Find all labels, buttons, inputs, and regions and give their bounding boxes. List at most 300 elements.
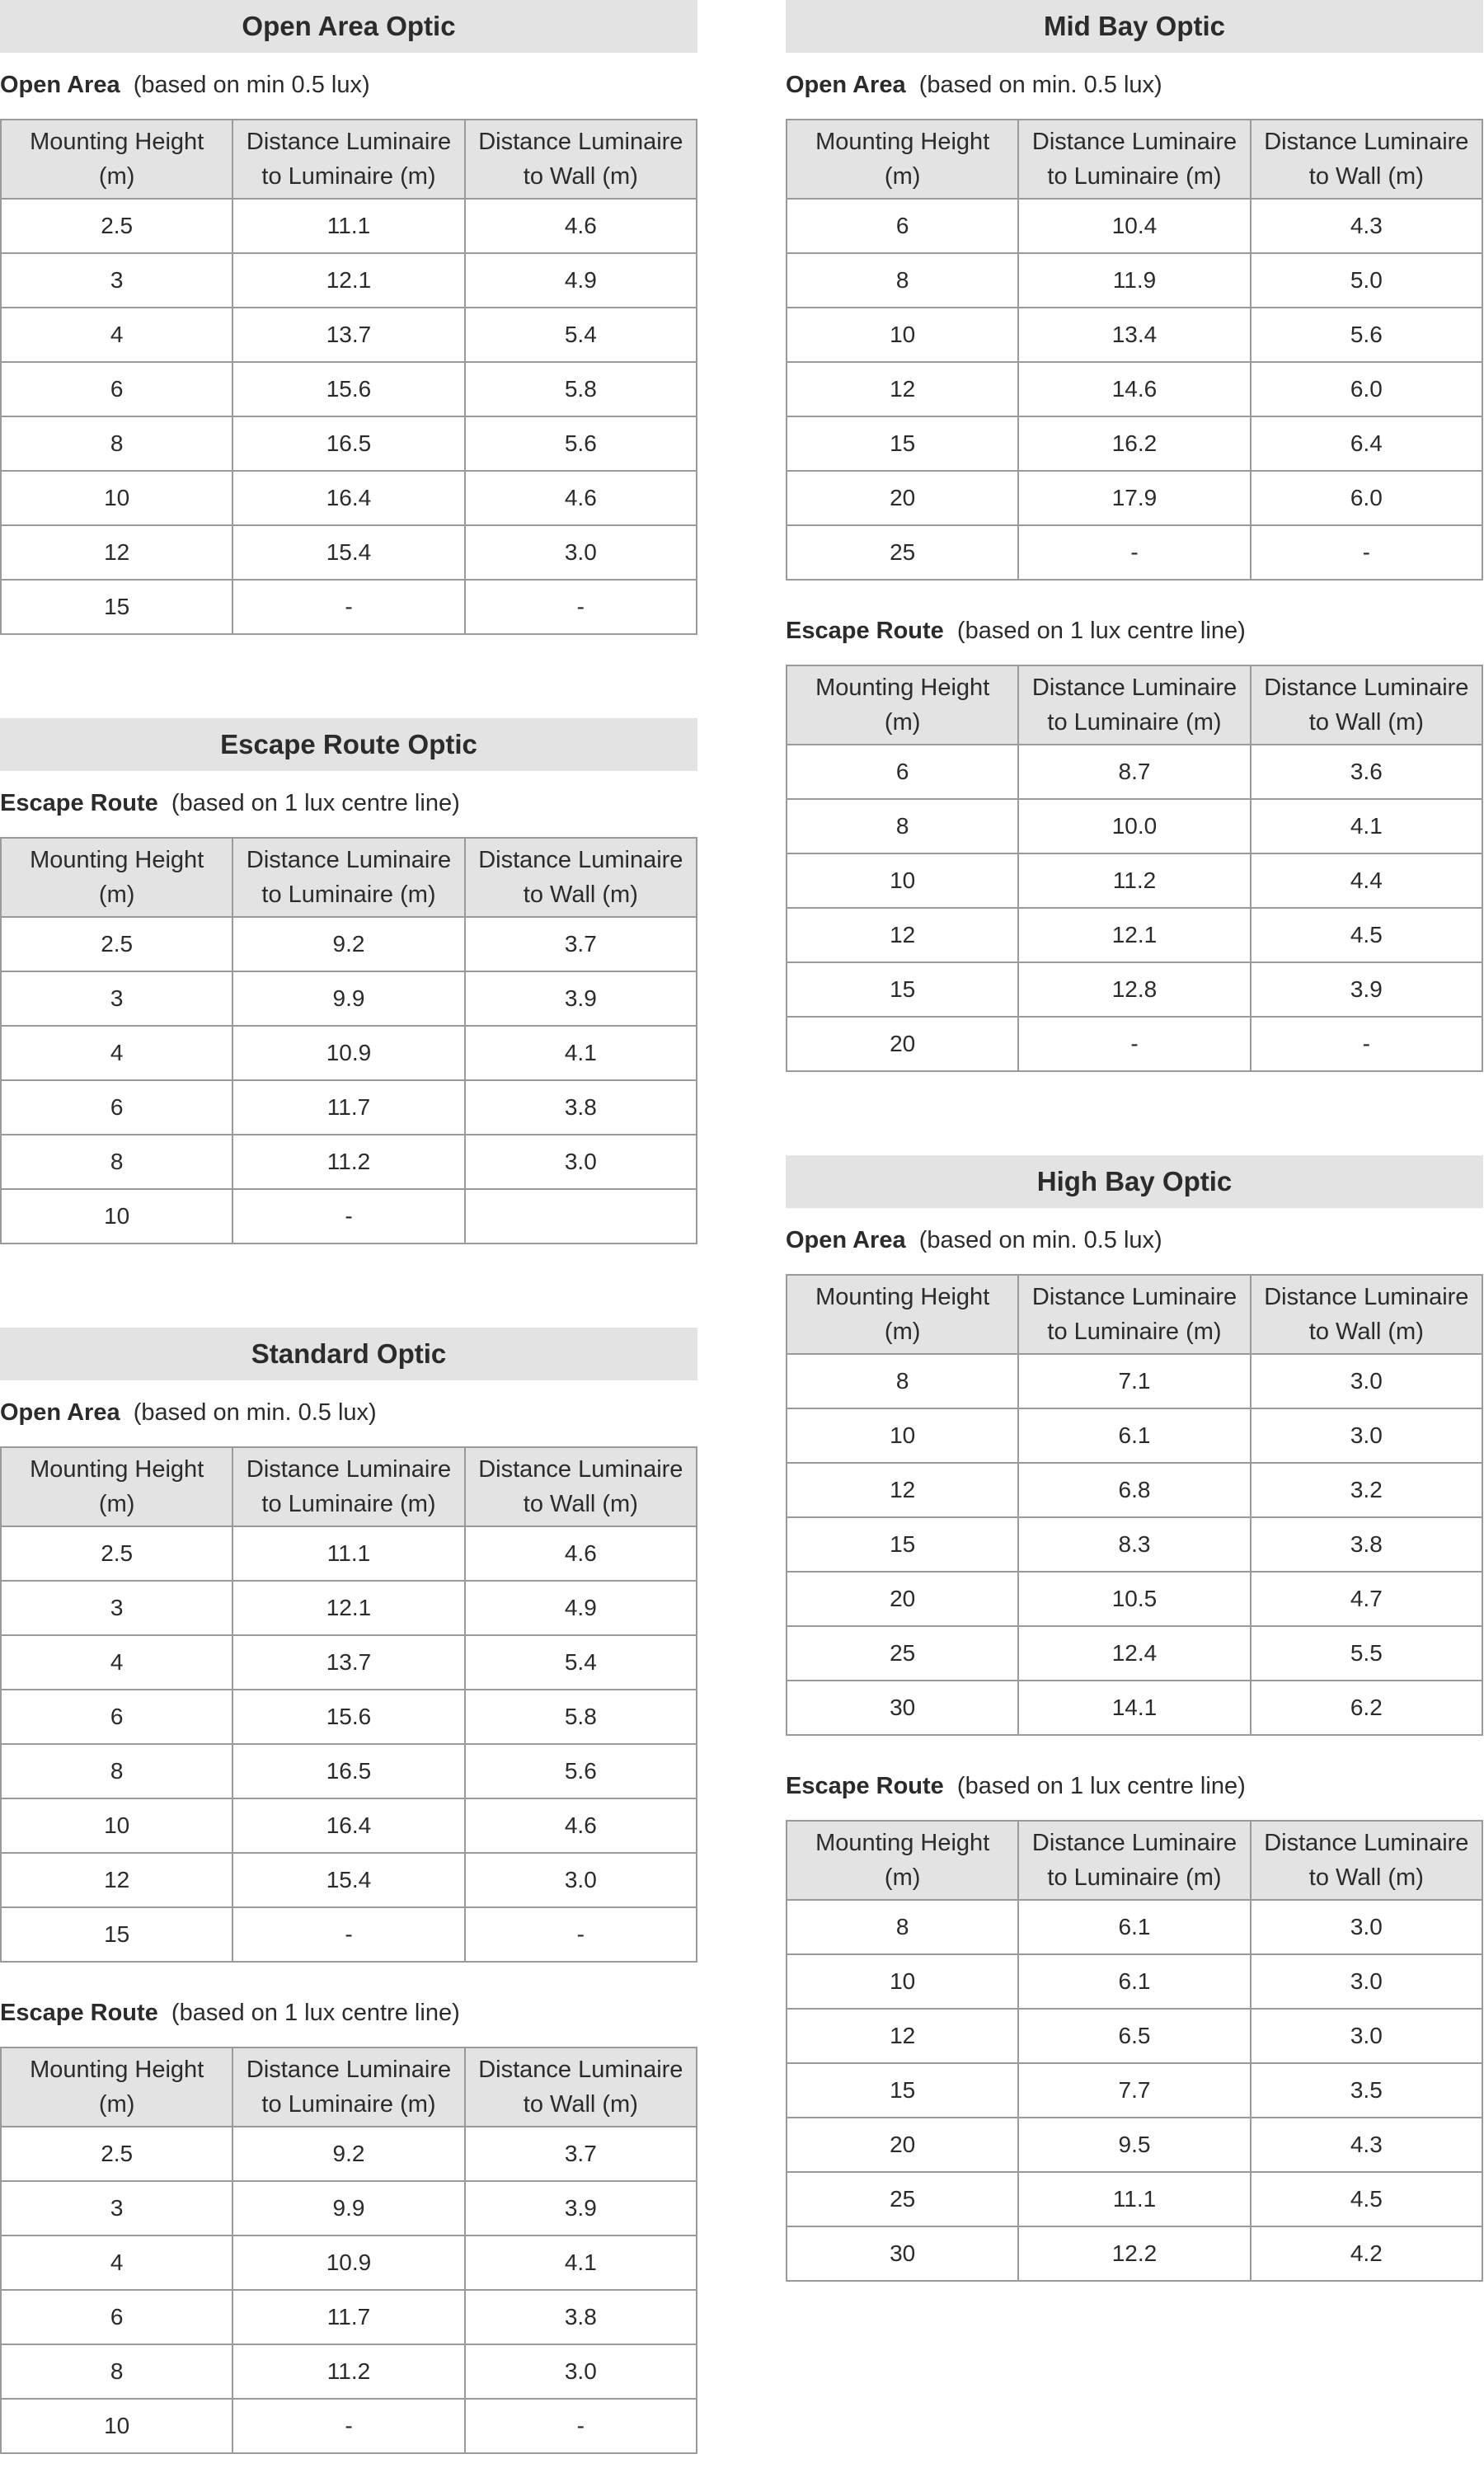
header-text-line: to Wall (m) [523,881,638,908]
header-distance-luminaire-to-luminaire [232,120,464,199]
section-title: Open Area Optic [0,0,697,53]
table-cell: 3.0 [1251,2009,1482,2063]
table-row [1,1853,697,1907]
header-distance-luminaire-to-wall [1251,1821,1482,1900]
header-text-line: (m) [98,1491,135,1517]
table-cell: 2.5 [1,2127,232,2181]
header-mounting-height [1,838,232,917]
table-cell: 4 [1,2235,232,2290]
mid-bay-optic-section [786,0,1483,1072]
header-text-line: to Wall (m) [523,1491,638,1517]
table-cell: 5.0 [1251,253,1482,308]
header-mounting-height [1,120,232,199]
table-cell: 3.0 [1251,1354,1482,1408]
table-cell: 4.9 [465,253,697,308]
data-table [0,119,697,635]
table-cell: 10 [1,2399,232,2453]
header-text-line: to Luminaire (m) [1047,709,1222,736]
table-cell: 20 [787,2118,1018,2172]
table-cell: 4.1 [465,1026,697,1080]
table-row [787,525,1482,580]
header-text-line: to Luminaire (m) [1047,1319,1222,1345]
table-cell: 3.0 [1251,1408,1482,1463]
table-cell: 3.9 [465,971,697,1026]
table-cell: 10 [787,1954,1018,2009]
table-row [1,2399,697,2453]
table-cell: 8 [1,2344,232,2399]
section-title: Escape Route Optic [0,718,697,771]
table-cell: 15 [1,580,232,634]
table-row [1,1080,697,1135]
table-cell: 15.4 [232,1853,464,1907]
table-cell: 10.4 [1018,199,1250,253]
table-cell: 15.4 [232,525,464,580]
left-column [0,0,697,2454]
table-cell: 3.2 [1251,1463,1482,1517]
table-cell: 11.9 [1018,253,1250,308]
table-cell: 25 [787,2172,1018,2226]
table-row [1,308,697,362]
table-cell: - [465,2399,697,2453]
table-cell: 9.2 [232,2127,464,2181]
table-cell: 16.4 [232,1798,464,1853]
table-cell: 4.9 [465,1581,697,1635]
table-cell: 11.2 [232,1135,464,1189]
table-cell: 10.5 [1018,1572,1250,1626]
table-cell: 9.9 [232,2181,464,2235]
caption-label: Open Area [0,1399,120,1426]
table-cell: 15 [1,1907,232,1962]
table-cell: 4 [1,308,232,362]
table-cell: - [1018,1017,1250,1071]
table-cell: 15 [787,1517,1018,1572]
header-text-line: (m) [98,881,135,908]
table-cell: 8 [1,1135,232,1189]
table-cell: 10 [1,471,232,525]
header-text-line: Distance Luminaire [1264,1284,1469,1310]
header-distance-luminaire-to-wall [465,2047,697,2127]
table-cell: 20 [787,1017,1018,1071]
table-cell: 6 [787,199,1018,253]
table-row [787,2009,1482,2063]
table-cell: 5.6 [1251,308,1482,362]
table-row [1,580,697,634]
table-cell: 3.7 [465,2127,697,2181]
table-cell: 11.1 [1018,2172,1250,2226]
header-distance-luminaire-to-wall [1251,1275,1482,1354]
header-text-line: to Luminaire (m) [1047,163,1222,190]
header-mounting-height [1,1447,232,1526]
table-cell: 5.5 [1251,1626,1482,1681]
data-table [786,119,1483,581]
table-row [1,416,697,471]
header-text-line: to Luminaire (m) [261,1491,436,1517]
table-caption [0,71,697,99]
table-row [1,471,697,525]
header-text-line: Distance Luminaire [246,129,452,155]
table-row [787,1900,1482,1954]
section-title: Standard Optic [0,1328,697,1380]
caption-label: Open Area [786,1227,906,1253]
header-text-line: Mounting Height [30,847,204,873]
header-distance-luminaire-to-wall [1251,665,1482,745]
table-cell: - [1251,525,1482,580]
header-mounting-height [787,120,1018,199]
header-text-line: Mounting Height [815,1830,990,1856]
caption-note: (based on 1 lux centre line) [956,1773,1246,1799]
right-column [786,0,1483,2282]
table-cell: 11.2 [1018,853,1250,908]
table-header-row [1,838,697,917]
table-cell: 3.7 [465,917,697,971]
table-header-row [1,120,697,199]
table-cell: 12 [787,362,1018,416]
table-cell: 6 [787,745,1018,799]
table-cell: 4.1 [1251,799,1482,853]
data-table [786,665,1483,1072]
header-mounting-height [1,2047,232,2127]
table-row [787,908,1482,962]
data-table [786,1820,1483,2282]
table-row [1,2290,697,2344]
table-cell: 10.9 [232,2235,464,2290]
table-cell: 6.8 [1018,1463,1250,1517]
table-header-row [1,2047,697,2127]
table-cell: 5.4 [465,308,697,362]
table-cell: 10 [787,308,1018,362]
table-row [787,1517,1482,1572]
table-row [787,471,1482,525]
table-row [787,199,1482,253]
table-cell: 5.6 [465,1744,697,1798]
header-text-line: Mounting Height [815,1284,990,1310]
open-area-optic-section [0,0,697,635]
header-text-line: to Wall (m) [523,2091,638,2118]
table-row [787,2172,1482,2226]
table-cell: 12 [1,1853,232,1907]
header-distance-luminaire-to-wall [1251,120,1482,199]
table-cell: 11.1 [232,199,464,253]
table-cell: - [1251,1017,1482,1071]
header-text-line: (m) [98,163,135,190]
header-distance-luminaire-to-luminaire [1018,1821,1250,1900]
table-row [787,2118,1482,2172]
table-header-row [787,1275,1482,1354]
table-row [1,971,697,1026]
table-cell: 4.6 [465,1798,697,1853]
header-distance-luminaire-to-luminaire [1018,665,1250,745]
header-distance-luminaire-to-luminaire [232,1447,464,1526]
table-row [787,1463,1482,1517]
header-text-line: to Luminaire (m) [261,2091,436,2118]
table-cell: 5.8 [465,1690,697,1744]
header-distance-luminaire-to-luminaire [1018,120,1250,199]
data-table [0,1446,697,1963]
header-text-line: Distance Luminaire [1264,129,1469,155]
table-cell: 6.1 [1018,1900,1250,1954]
table-cell: 8 [1,1744,232,1798]
table-row [787,1626,1482,1681]
data-table [786,1274,1483,1736]
table-cell: 6.1 [1018,1954,1250,2009]
table-cell: - [232,1907,464,1962]
table-cell: 9.9 [232,971,464,1026]
table-cell: 4.3 [1251,199,1482,253]
table-cell: 12.1 [232,1581,464,1635]
table-cell: 4.5 [1251,908,1482,962]
table-caption [0,789,697,817]
header-text-line: Distance Luminaire [246,847,452,873]
table-cell: 10.9 [232,1026,464,1080]
table-row [787,1681,1482,1735]
table-cell: 2.5 [1,1526,232,1581]
table-row [787,308,1482,362]
table-cell: 6 [1,1690,232,1744]
table-row [1,2344,697,2399]
table-row [1,525,697,580]
header-text-line: to Wall (m) [1308,163,1424,190]
table-cell: 6.2 [1251,1681,1482,1735]
table-cell: 12 [1,525,232,580]
header-text-line: to Wall (m) [1308,709,1424,736]
table-row [787,1354,1482,1408]
table-cell: 9.5 [1018,2118,1250,2172]
table-cell: 3 [1,971,232,1026]
table-cell: - [232,580,464,634]
table-row [1,1026,697,1080]
header-text-line: Distance Luminaire [478,847,683,873]
caption-note: (based on min. 0.5 lux) [133,1399,377,1426]
header-text-line: Mounting Height [30,129,204,155]
table-cell: 8 [787,1354,1018,1408]
caption-label: Escape Route [0,2000,158,2026]
header-text-line: (m) [98,2091,135,2118]
table-cell: 25 [787,525,1018,580]
table-cell: 8.3 [1018,1517,1250,1572]
table-cell: 12.4 [1018,1626,1250,1681]
table-row [1,2181,697,2235]
table-row [787,416,1482,471]
header-text-line: to Luminaire (m) [1047,1864,1222,1891]
table-cell: 11.7 [232,2290,464,2344]
table-cell: 20 [787,471,1018,525]
table-cell: 4.1 [465,2235,697,2290]
table-cell: 2.5 [1,199,232,253]
table-cell: 3.6 [1251,745,1482,799]
header-text-line: Distance Luminaire [478,2057,683,2083]
header-text-line: Distance Luminaire [478,1456,683,1483]
table-cell: 8 [787,1900,1018,1954]
table-cell: 12 [787,1463,1018,1517]
data-table [0,837,697,1244]
table-cell: 4.6 [465,471,697,525]
header-text-line: Distance Luminaire [1031,129,1237,155]
table-row [1,2127,697,2181]
header-text-line: to Wall (m) [523,163,638,190]
table-cell: 3.5 [1251,2063,1482,2118]
table-cell: 6.4 [1251,416,1482,471]
table-cell: 10 [1,1798,232,1853]
header-text-line: Distance Luminaire [1264,675,1469,701]
table-header-row [787,1821,1482,1900]
table-caption [0,1999,697,2027]
table-cell: 4.5 [1251,2172,1482,2226]
table-cell: 3.9 [465,2181,697,2235]
section-title: Mid Bay Optic [786,0,1483,53]
table-cell: 12.1 [232,253,464,308]
table-cell: 10 [787,1408,1018,1463]
table-cell: 3.0 [1251,1954,1482,2009]
header-text-line: Distance Luminaire [246,2057,452,2083]
caption-label: Escape Route [0,790,158,816]
header-distance-luminaire-to-luminaire [1018,1275,1250,1354]
escape-route-optic-section [0,718,697,1244]
table-cell: 3.0 [465,1853,697,1907]
header-text-line: Mounting Height [30,2057,204,2083]
table-cell: 7.1 [1018,1354,1250,1408]
header-text-line: to Wall (m) [1308,1864,1424,1891]
table-cell: - [465,580,697,634]
table-row [787,362,1482,416]
table-row [787,2063,1482,2118]
table-cell: 12.1 [1018,908,1250,962]
table-cell: 6.0 [1251,362,1482,416]
table-row [1,917,697,971]
table-cell: 4.6 [465,1526,697,1581]
table-cell: 14.6 [1018,362,1250,416]
table-cell: 4.2 [1251,2226,1482,2281]
table-row [1,1907,697,1962]
header-text-line: to Luminaire (m) [261,881,436,908]
table-cell: 6 [1,2290,232,2344]
header-text-line: Distance Luminaire [1031,675,1237,701]
table-row [1,1690,697,1744]
table-cell: 13.7 [232,308,464,362]
header-text-line: Distance Luminaire [246,1456,452,1483]
table-cell: 16.4 [232,471,464,525]
data-table [0,2047,697,2454]
header-text-line: Distance Luminaire [1031,1830,1237,1856]
table-cell: 25 [787,1626,1018,1681]
header-mounting-height [787,1821,1018,1900]
standard-optic-section [0,1328,697,2454]
table-cell: 3 [1,253,232,308]
caption-label: Escape Route [786,1773,944,1799]
header-mounting-height [787,665,1018,745]
table-cell: 12 [787,908,1018,962]
table-cell: 8 [787,253,1018,308]
table-cell: 6.0 [1251,471,1482,525]
caption-note: (based on min 0.5 lux) [133,72,370,98]
table-row [787,1017,1482,1071]
table-cell: 16.5 [232,1744,464,1798]
table-row [787,745,1482,799]
table-cell: 15 [787,962,1018,1017]
header-distance-luminaire-to-wall [465,1447,697,1526]
table-row [787,962,1482,1017]
table-cell: - [1018,525,1250,580]
header-text-line: Mounting Height [815,129,990,155]
table-row [1,362,697,416]
table-cell: 4 [1,1635,232,1690]
table-cell: 11.7 [232,1080,464,1135]
table-row [1,1581,697,1635]
header-text-line: (m) [884,163,921,190]
table-caption [786,617,1483,645]
table-cell: 4 [1,1026,232,1080]
table-row [1,1189,697,1244]
header-distance-luminaire-to-luminaire [232,838,464,917]
table-caption [786,71,1483,99]
table-cell: 15.6 [232,1690,464,1744]
caption-note: (based on 1 lux centre line) [171,790,460,816]
header-text-line: to Luminaire (m) [261,163,436,190]
table-cell: 13.4 [1018,308,1250,362]
table-cell: 8.7 [1018,745,1250,799]
table-cell: 11.2 [232,2344,464,2399]
table-header-row [787,120,1482,199]
table-cell: 3.0 [465,2344,697,2399]
header-text-line: (m) [884,709,921,736]
table-cell: 5.6 [465,416,697,471]
table-row [1,1135,697,1189]
header-text-line: (m) [884,1864,921,1891]
table-cell: 2.5 [1,917,232,971]
caption-note: (based on 1 lux centre line) [956,618,1246,644]
table-cell: 3.8 [465,2290,697,2344]
table-header-row [1,1447,697,1526]
table-header-row [787,665,1482,745]
table-cell: 12 [787,2009,1018,2063]
table-cell [465,1189,697,1244]
table-cell: 3 [1,1581,232,1635]
caption-label: Open Area [786,72,906,98]
table-cell: 6 [1,1080,232,1135]
table-row [787,853,1482,908]
header-text-line: Distance Luminaire [1031,1284,1237,1310]
header-text-line: Mounting Height [815,675,990,701]
high-bay-optic-section [786,1155,1483,2282]
table-row [787,799,1482,853]
table-cell: - [465,1907,697,1962]
table-cell: 3.9 [1251,962,1482,1017]
caption-note: (based on min. 0.5 lux) [918,1227,1162,1253]
table-cell: 5.8 [465,362,697,416]
table-row [1,1635,697,1690]
table-cell: - [232,1189,464,1244]
table-cell: 16.2 [1018,416,1250,471]
caption-note: (based on min. 0.5 lux) [918,72,1162,98]
caption-label: Open Area [0,72,120,98]
table-cell: 30 [787,1681,1018,1735]
table-row [1,2235,697,2290]
table-cell: 4.3 [1251,2118,1482,2172]
table-caption [786,1226,1483,1254]
table-row [1,1798,697,1853]
table-cell: 10.0 [1018,799,1250,853]
table-cell: 3.8 [465,1080,697,1135]
table-caption [786,1772,1483,1800]
table-cell: 5.4 [465,1635,697,1690]
header-text-line: (m) [884,1319,921,1345]
table-cell: 3 [1,2181,232,2235]
table-row [787,1954,1482,2009]
table-cell: 4.6 [465,199,697,253]
table-caption [0,1399,697,1427]
table-cell: 30 [787,2226,1018,2281]
table-cell: 9.2 [232,917,464,971]
header-text-line: Distance Luminaire [478,129,683,155]
